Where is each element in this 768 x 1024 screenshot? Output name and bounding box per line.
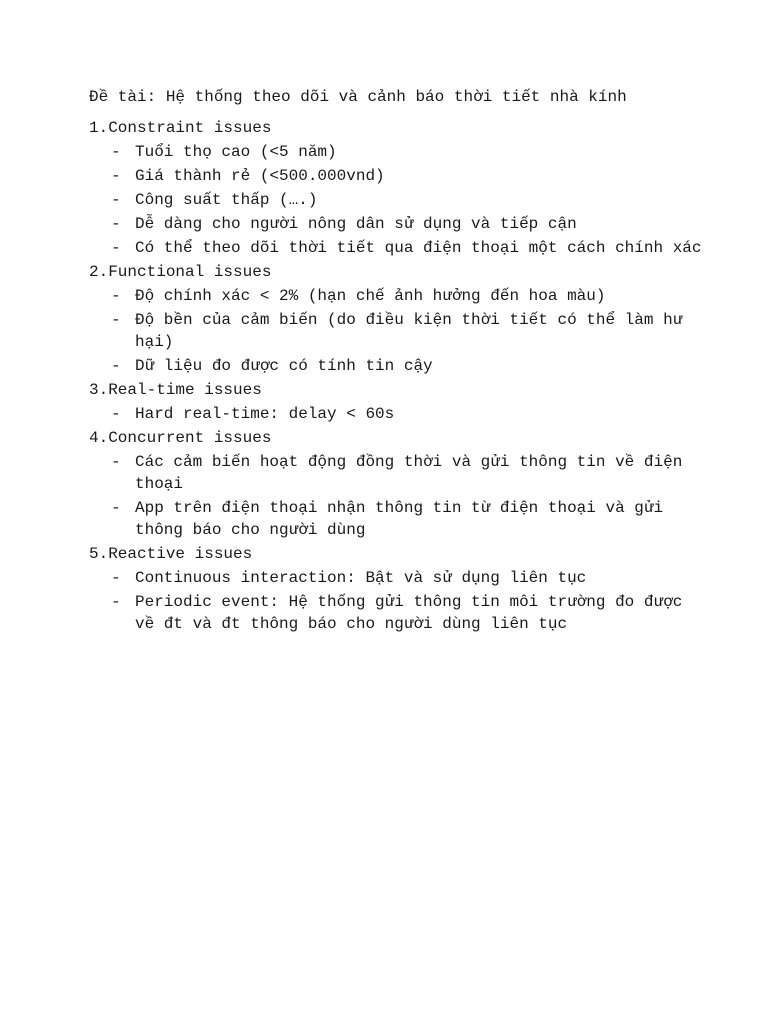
list-item-text: Có thể theo dõi thời tiết qua điện thoại một cách chính xác (135, 239, 702, 257)
list-item (89, 309, 709, 353)
section-heading: 4.Concurrent issues (89, 429, 272, 447)
bullet-list (89, 285, 709, 377)
list-item-text: Công suất thấp (….) (135, 191, 318, 209)
dash-bullet-icon: - (111, 215, 121, 233)
list-item-text: Các cảm biến hoạt động đồng thời và gửi thông tin về điện thoại (135, 453, 683, 493)
section-functional-issues (89, 261, 709, 377)
list-item-text: Hard real-time: delay < 60s (135, 405, 395, 423)
dash-bullet-icon: - (111, 143, 121, 161)
list-item (89, 165, 709, 187)
dash-bullet-icon: - (111, 287, 121, 305)
section-real-time-issues (89, 379, 709, 425)
dash-bullet-icon: - (111, 499, 121, 517)
section-heading: 3.Real-time issues (89, 381, 262, 399)
dash-bullet-icon: - (111, 311, 121, 329)
list-item-text: Dễ dàng cho người nông dân sử dụng và tiếp cận (135, 215, 577, 233)
section-reactive-issues (89, 543, 709, 635)
list-item (89, 355, 709, 377)
dash-bullet-icon: - (111, 167, 121, 185)
list-item (89, 497, 709, 541)
list-item-text: App trên điện thoại nhận thông tin từ điện thoại và gửi thông báo cho người dùng (135, 499, 664, 539)
bullet-list (89, 141, 709, 259)
section-concurrent-issues (89, 427, 709, 541)
list-item-text: Giá thành rẻ (<500.000vnd) (135, 167, 385, 185)
list-item (89, 451, 709, 495)
section-heading: 1.Constraint issues (89, 119, 272, 137)
bullet-list (89, 403, 709, 425)
bullet-list (89, 451, 709, 541)
list-item-text: Tuổi thọ cao (<5 năm) (135, 143, 337, 161)
dash-bullet-icon: - (111, 191, 121, 209)
dash-bullet-icon: - (111, 453, 121, 471)
document-title: Đề tài: Hệ thống theo dõi và cảnh báo thời tiết nhà kính (89, 88, 627, 106)
section-constraint-issues (89, 117, 709, 259)
list-item-text: Độ chính xác < 2% (hạn chế ảnh hưởng đến hoa màu) (135, 287, 606, 305)
dash-bullet-icon: - (111, 405, 121, 423)
list-item (89, 285, 709, 307)
list-item (89, 591, 709, 635)
document-body (89, 117, 709, 637)
list-item-text: Periodic event: Hệ thống gửi thông tin môi trường đo được về đt và đt thông báo cho người dùng liên tục (135, 593, 683, 633)
list-item-text: Độ bền của cảm biến (do điều kiện thời tiết có thể làm hư hại) (135, 311, 683, 351)
dash-bullet-icon: - (111, 593, 121, 611)
dash-bullet-icon: - (111, 239, 121, 257)
dash-bullet-icon: - (111, 357, 121, 375)
bullet-list (89, 567, 709, 635)
list-item (89, 567, 709, 589)
list-item-text: Continuous interaction: Bật và sử dụng liên tục (135, 569, 587, 587)
list-item (89, 189, 709, 211)
section-heading: 2.Functional issues (89, 263, 272, 281)
list-item (89, 237, 709, 259)
list-item (89, 141, 709, 163)
section-heading: 5.Reactive issues (89, 545, 253, 563)
list-item (89, 213, 709, 235)
dash-bullet-icon: - (111, 569, 121, 587)
list-item-text: Dữ liệu đo được có tính tin cậy (135, 357, 433, 375)
list-item (89, 403, 709, 425)
